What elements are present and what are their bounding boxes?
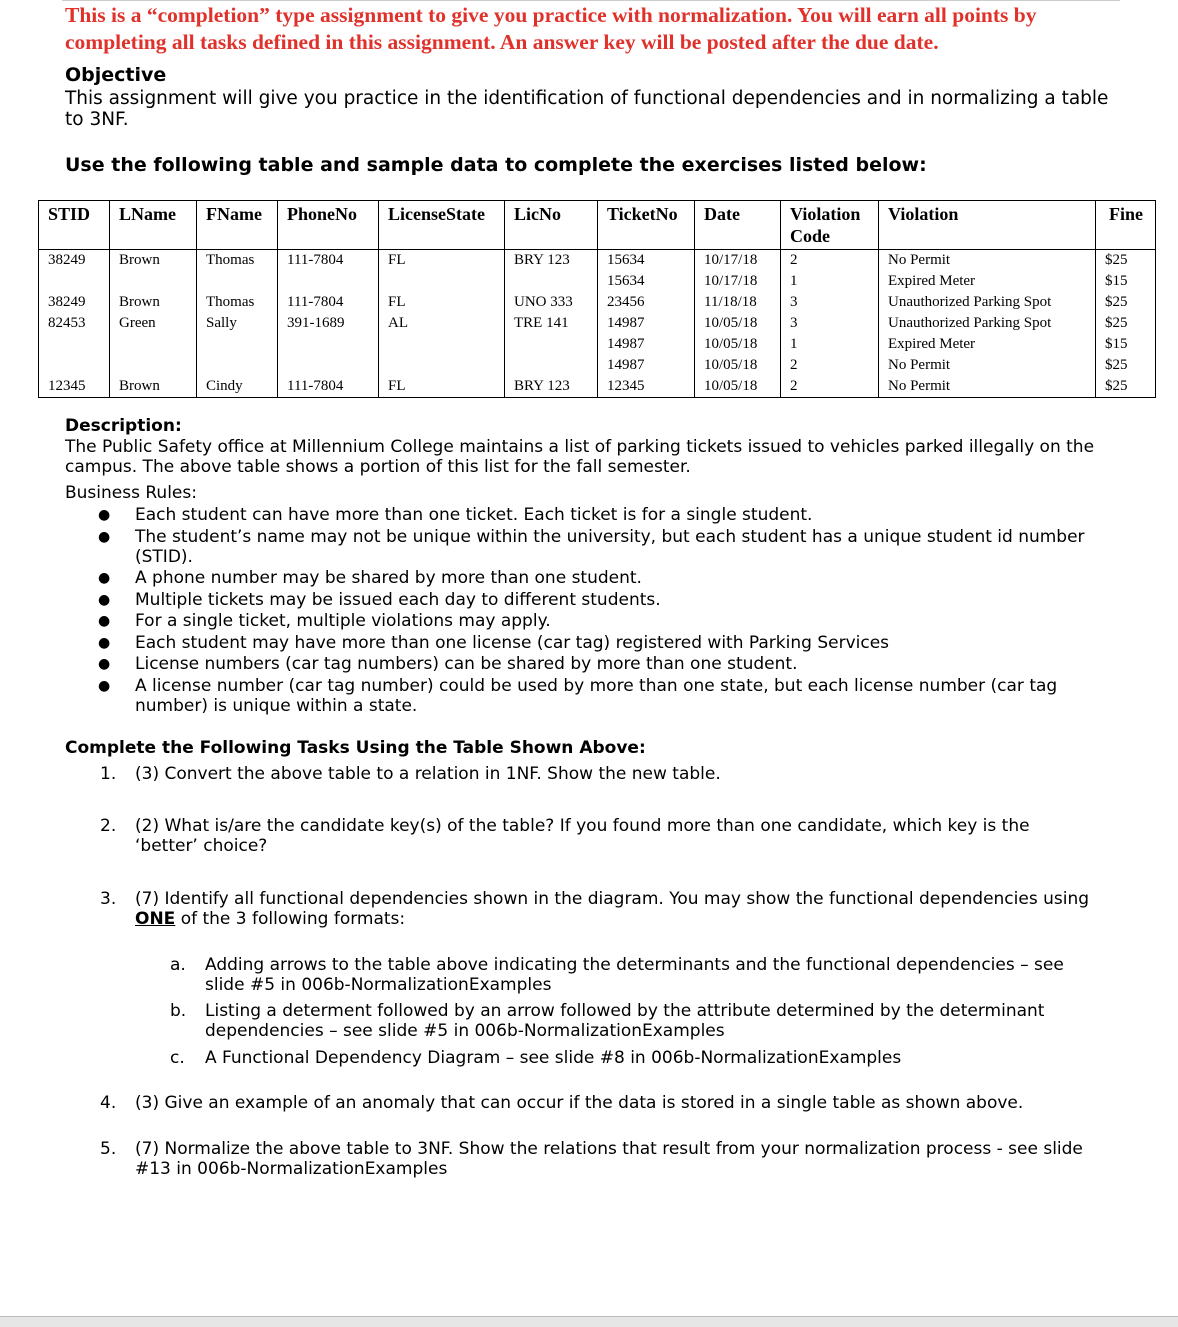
bullet-icon: ●: [98, 591, 111, 608]
table-cell: [110, 355, 197, 376]
rule-text: The student’s name may not be unique within the university, but each student has a unique student id number (STID).: [135, 526, 1085, 567]
table-cell: Brown: [110, 250, 197, 272]
subtask-letter: c.: [170, 1048, 185, 1068]
col-header-violation: Violation: [879, 201, 1096, 250]
table-cell: [505, 355, 598, 376]
list-item: [65, 633, 1125, 653]
business-rules-list: [65, 505, 1125, 717]
list-item: [65, 568, 1125, 588]
list-item: [65, 527, 1125, 567]
table-cell: [278, 271, 379, 292]
table-header-row: [39, 201, 1156, 250]
table-cell: $25: [1096, 292, 1156, 313]
bullet-icon: ●: [98, 634, 111, 651]
table-row: [39, 334, 1156, 355]
table-cell: FL: [379, 250, 505, 272]
table-cell: [39, 271, 110, 292]
subtask-a: [170, 955, 1100, 995]
table-cell: 12345: [39, 376, 110, 398]
task-text: (7) Normalize the above table to 3NF. Show the relations that result from your normalization process - see slide #13 in 006b-NormalizationExamples: [135, 1139, 1083, 1179]
table-cell: [505, 271, 598, 292]
table-cell: [379, 355, 505, 376]
task-text: (2) What is/are the candidate key(s) of the table? If you found more than one candidate, which key is the ‘better’ choice?: [135, 816, 1030, 856]
table-cell: 23456: [598, 292, 695, 313]
task-5: [100, 1139, 1090, 1179]
table-cell: BRY 123: [505, 376, 598, 398]
bullet-icon: ●: [98, 677, 111, 694]
task-2: [100, 816, 1090, 856]
table-cell: 10/17/18: [695, 250, 781, 272]
table-cell: No Permit: [879, 355, 1096, 376]
table-cell: 14987: [598, 334, 695, 355]
rule-text: Each student may have more than one license (car tag) registered with Parking Services: [135, 632, 890, 653]
col-header-phoneno: PhoneNo: [278, 201, 379, 250]
task-number: 3.: [100, 889, 117, 909]
table-cell: [278, 355, 379, 376]
list-item: [65, 611, 1125, 631]
task-text: [100, 889, 1090, 929]
rule-text: A phone number may be shared by more than one student.: [135, 568, 642, 588]
table-cell: [379, 271, 505, 292]
table-cell: Brown: [110, 376, 197, 398]
subtask-text: Listing a determent followed by an arrow followed by the attribute determined by the determinant dependencies – see slide #5 in 006b-NormalizationExamples: [205, 1001, 1045, 1041]
subtask-b: [170, 1001, 1100, 1041]
col-header-licno: LicNo: [505, 201, 598, 250]
table-cell: Unauthorized Parking Spot: [879, 313, 1096, 334]
table-cell: Brown: [110, 292, 197, 313]
tasks-heading: Complete the Following Tasks Using the Table Shown Above:: [65, 738, 646, 758]
col-header-date: Date: [695, 201, 781, 250]
list-item: [65, 676, 1125, 716]
table-row: [39, 250, 1156, 272]
table-cell: 3: [781, 313, 879, 334]
col-header-lname: LName: [110, 201, 197, 250]
table-cell: 3: [781, 292, 879, 313]
page-bottom-bar: [0, 1316, 1178, 1327]
task-number: 5.: [100, 1139, 117, 1159]
business-rules-heading: Business Rules:: [65, 483, 197, 503]
table-cell: 111-7804: [278, 250, 379, 272]
table-cell: No Permit: [879, 250, 1096, 272]
rule-text: License numbers (car tag numbers) can be shared by more than one student.: [135, 654, 798, 674]
table-cell: [110, 334, 197, 355]
top-rule: [62, 0, 1120, 1]
table-cell: 391-1689: [278, 313, 379, 334]
subtask-letter: b.: [170, 1001, 187, 1021]
col-header-fname: FName: [197, 201, 278, 250]
table-cell: Expired Meter: [879, 334, 1096, 355]
table-row: [39, 355, 1156, 376]
table-cell: 111-7804: [278, 292, 379, 313]
table-cell: Thomas: [197, 250, 278, 272]
table-cell: 111-7804: [278, 376, 379, 398]
subtask-letter: a.: [170, 955, 186, 975]
task-number: 2.: [100, 816, 117, 836]
table-row: [39, 292, 1156, 313]
table-cell: $25: [1096, 376, 1156, 398]
objective-text: This assignment will give you practice in the identification of functional dependencies and in normalizing a table to 3NF.: [65, 88, 1109, 130]
table-cell: [379, 334, 505, 355]
task-text: (3) Convert the above table to a relation in 1NF. Show the new table.: [135, 764, 721, 784]
objective-heading: Objective: [65, 64, 167, 86]
assignment-notice: This is a “completion” type assignment to give you practice with normalization. You will earn all points by completing all tasks defined in this assignment. An answer key will be posted after the due date.: [65, 3, 1037, 54]
table-cell: [197, 271, 278, 292]
description-heading: Description:: [65, 416, 182, 436]
table-cell: 82453: [39, 313, 110, 334]
rule-text: Multiple tickets may be issued each day to different students.: [135, 589, 661, 610]
table-cell: Green: [110, 313, 197, 334]
col-header-violation-code: Violation Code: [781, 201, 879, 250]
table-cell: FL: [379, 292, 505, 313]
bullet-icon: ●: [98, 656, 111, 672]
table-cell: FL: [379, 376, 505, 398]
table-cell: 2: [781, 355, 879, 376]
table-row: [39, 271, 1156, 292]
task-3: [100, 889, 1090, 929]
col-header-ticketno: TicketNo: [598, 201, 695, 250]
bullet-icon: ●: [98, 528, 111, 545]
table-cell: 2: [781, 376, 879, 398]
parking-tickets-table: [38, 200, 1156, 398]
table-cell: [278, 334, 379, 355]
rule-text: A license number (car tag number) could be used by more than one state, but each license number (car tag number) is unique within a state.: [135, 675, 1058, 716]
table-cell: BRY 123: [505, 250, 598, 272]
table-cell: AL: [379, 313, 505, 334]
bullet-icon: ●: [98, 613, 111, 629]
table-cell: Sally: [197, 313, 278, 334]
table-cell: $25: [1096, 250, 1156, 272]
subtask-text: A Functional Dependency Diagram – see slide #8 in 006b-NormalizationExamples: [205, 1048, 902, 1068]
table-cell: 15634: [598, 250, 695, 272]
rule-text: Each student can have more than one ticket. Each ticket is for a single student.: [135, 505, 813, 525]
table-cell: $15: [1096, 271, 1156, 292]
task-text: (3) Give an example of an anomaly that can occur if the data is stored in a single table as shown above.: [135, 1093, 1024, 1113]
task-number: 1.: [100, 764, 117, 784]
col-header-stid: STID: [39, 201, 110, 250]
table-cell: Thomas: [197, 292, 278, 313]
table-cell: 10/17/18: [695, 271, 781, 292]
table-cell: Unauthorized Parking Spot: [879, 292, 1096, 313]
bullet-icon: ●: [98, 570, 111, 586]
table-cell: 1: [781, 271, 879, 292]
subtask-c: [170, 1048, 1100, 1068]
table-cell: $25: [1096, 313, 1156, 334]
table-cell: 10/05/18: [695, 355, 781, 376]
list-item: [65, 654, 1125, 674]
table-cell: 2: [781, 250, 879, 272]
table-cell: [110, 271, 197, 292]
table-cell: TRE 141: [505, 313, 598, 334]
task-text-part: of the 3 following formats:: [175, 909, 406, 929]
list-item: [65, 505, 1125, 525]
table-cell: 14987: [598, 313, 695, 334]
table-row: [39, 313, 1156, 334]
table-cell: $15: [1096, 334, 1156, 355]
table-cell: 10/05/18: [695, 313, 781, 334]
table-cell: [505, 334, 598, 355]
table-cell: [39, 355, 110, 376]
table-cell: [197, 355, 278, 376]
table-cell: 1: [781, 334, 879, 355]
table-cell: No Permit: [879, 376, 1096, 398]
table-cell: Expired Meter: [879, 271, 1096, 292]
table-cell: 12345: [598, 376, 695, 398]
table-cell: 11/18/18: [695, 292, 781, 313]
table-cell: $25: [1096, 355, 1156, 376]
table-cell: 15634: [598, 271, 695, 292]
task-number: 4.: [100, 1093, 117, 1113]
use-table-heading: Use the following table and sample data to complete the exercises listed below:: [65, 154, 927, 176]
table-cell: 14987: [598, 355, 695, 376]
description-text: The Public Safety office at Millennium College maintains a list of parking tickets issued to vehicles parked illegally on the campus. The above table shows a portion of this list for the fall semester.: [65, 437, 1095, 477]
table-cell: 38249: [39, 292, 110, 313]
task-text-part: (7) Identify all functional dependencies shown in the diagram. You may show the functional dependencies using: [135, 889, 1090, 909]
table-cell: Cindy: [197, 376, 278, 398]
table-cell: [39, 334, 110, 355]
table-row: [39, 376, 1156, 398]
table-cell: 38249: [39, 250, 110, 272]
table-cell: [197, 334, 278, 355]
table-cell: UNO 333: [505, 292, 598, 313]
col-header-fine: Fine: [1096, 201, 1156, 250]
table-cell: 10/05/18: [695, 376, 781, 398]
subtask-text: Adding arrows to the table above indicating the determinants and the functional dependencies – see slide #5 in 006b-NormalizationExamples: [205, 955, 1064, 995]
task-1: [100, 764, 1090, 784]
col-header-licensestate: LicenseState: [379, 201, 505, 250]
list-item: [65, 590, 1125, 610]
bullet-icon: ●: [98, 507, 111, 523]
rule-text: For a single ticket, multiple violations may apply.: [135, 611, 551, 631]
table-cell: 10/05/18: [695, 334, 781, 355]
emphasis-one: ONE: [135, 909, 176, 929]
task-4: [100, 1093, 1090, 1113]
